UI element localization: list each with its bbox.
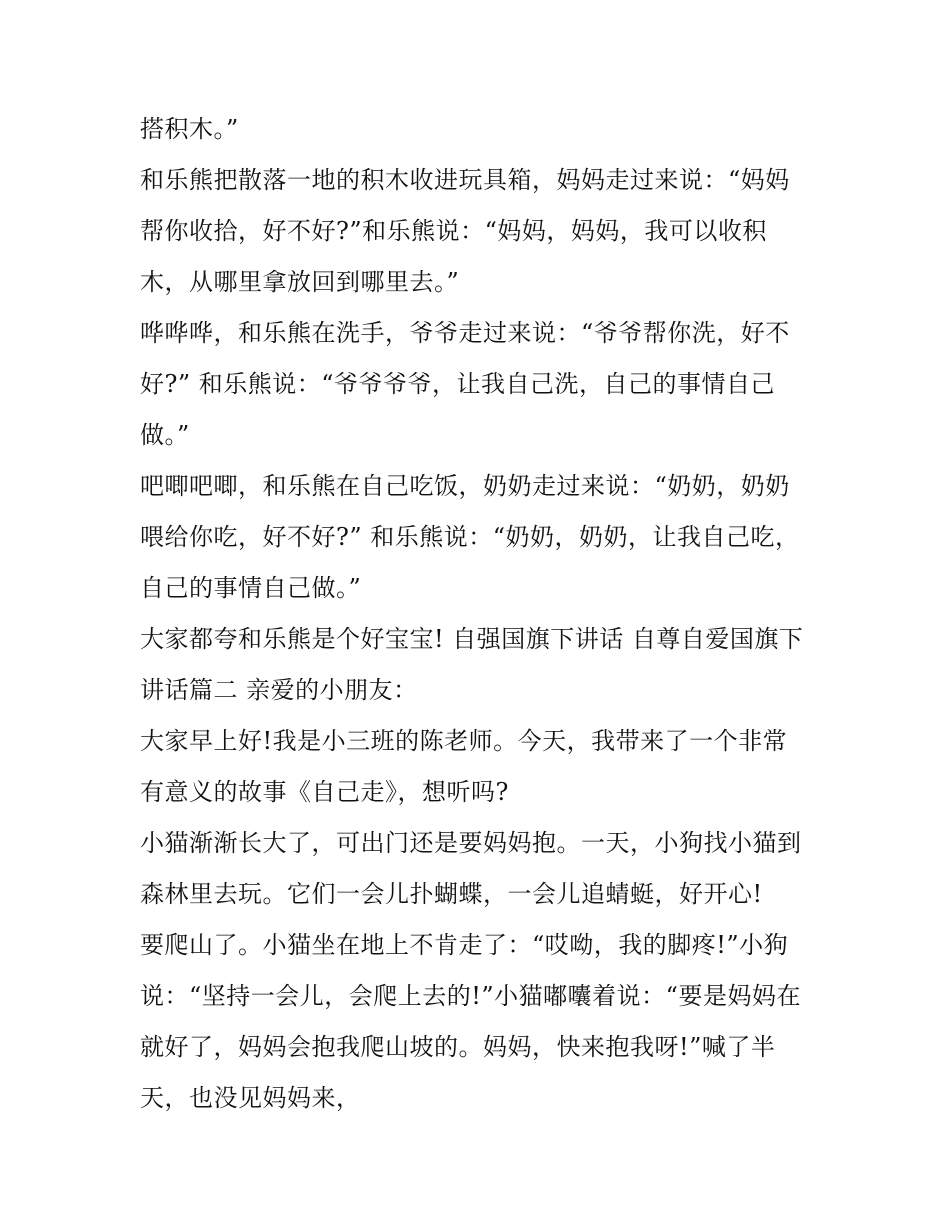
text-line: 好?” 和乐熊说：“爷爷爷爷，让我自己洗，自己的事情自己: [140, 370, 776, 398]
text-line: 帮你收拾，好不好?”和乐熊说：“妈妈，妈妈，我可以收积: [140, 217, 767, 245]
text-line: 做。”: [140, 421, 190, 449]
text-line: 搭积木。”: [140, 115, 239, 143]
text-line: 大家都夸和乐熊是个好宝宝! 自强国旗下讲话 自尊自爱国旗下: [140, 625, 804, 653]
text-line: 森林里去玩。它们一会儿扑蝴蝶，一会儿追蜻蜓，好开心!: [140, 880, 763, 908]
text-line: 有意义的故事《自己走》，想听吗?: [140, 778, 509, 806]
text-line: 哗哗哗，和乐熊在洗手，爷爷走过来说：“爷爷帮你洗，好不: [140, 319, 790, 347]
text-line: 要爬山了。小猫坐在地上不肯走了：“哎呦，我的脚疼!”小狗: [140, 931, 789, 959]
text-line: 木，从哪里拿放回到哪里去。”: [140, 268, 460, 296]
text-line: 和乐熊把散落一地的积木收进玩具箱，妈妈走过来说：“妈妈: [140, 166, 790, 194]
text-line: 大家早上好!我是小三班的陈老师。今天，我带来了一个非常: [140, 727, 788, 755]
text-line: 小猫渐渐长大了，可出门还是要妈妈抱。一天，小狗找小猫到: [140, 829, 802, 857]
document-body: [140, 104, 830, 1124]
text-line: 自己的事情自己做。”: [140, 574, 362, 602]
text-line: 说：“坚持一会儿，会爬上去的!”小猫嘟囔着说：“要是妈妈在: [140, 982, 801, 1010]
text-line: 讲话篇二 亲爱的小朋友：: [140, 676, 418, 704]
text-line: 天，也没见妈妈来，: [140, 1084, 361, 1112]
text-line: 吧唧吧唧，和乐熊在自己吃饭，奶奶走过来说：“奶奶，奶奶: [140, 472, 790, 500]
text-line: 喂给你吃，好不好?” 和乐熊说：“奶奶，奶奶，让我自己吃，: [140, 523, 800, 551]
text-line: 就好了，妈妈会抱我爬山坡的。妈妈，快来抱我呀!”喊了半: [140, 1033, 776, 1061]
